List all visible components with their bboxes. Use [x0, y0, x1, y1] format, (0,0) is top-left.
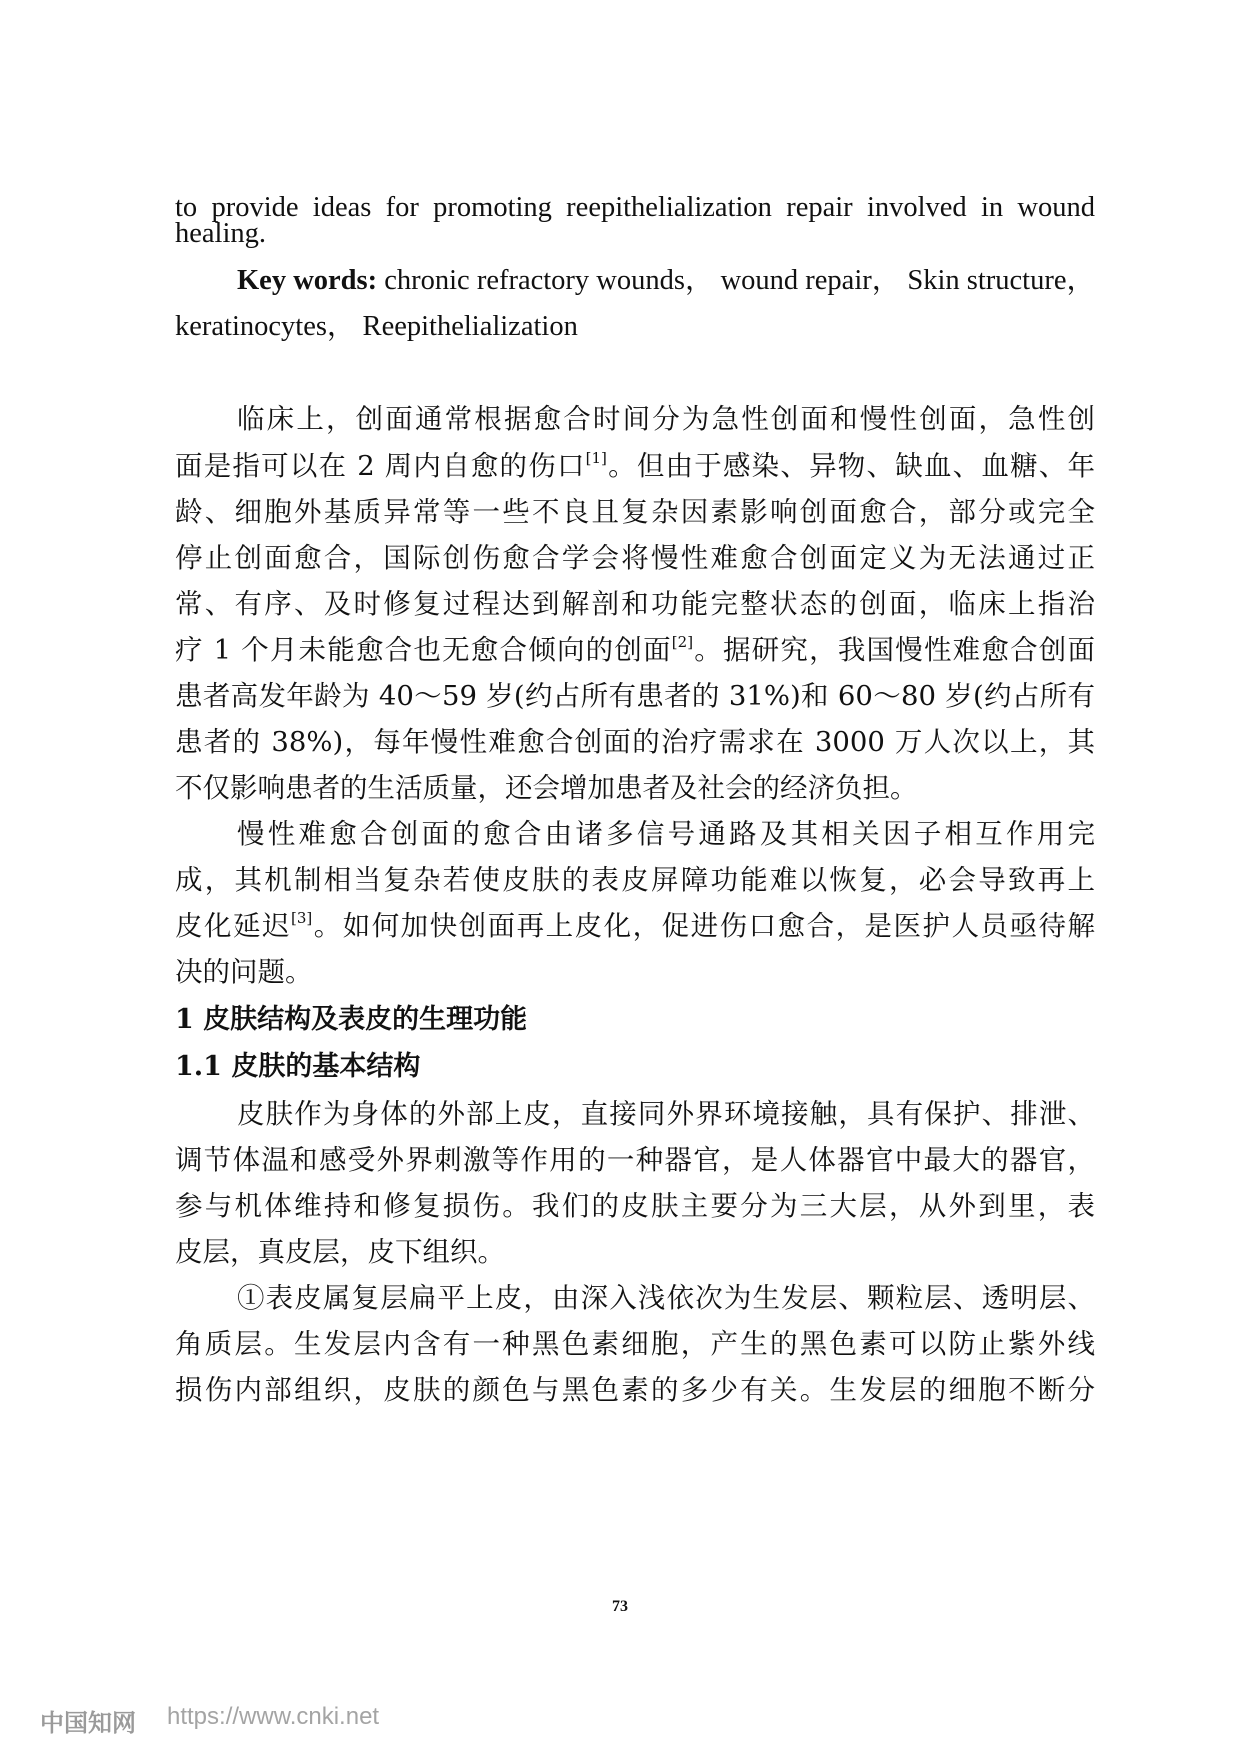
- paragraph-3-line-1: 皮肤作为身体的外部上皮，直接同外界环境接触，具有保护、排泄、: [237, 1098, 1095, 1130]
- paragraph-1-line-1: 临床上，创面通常根据愈合时间分为急性创面和慢性创面，急性创: [237, 403, 1095, 435]
- citation-1: [1]: [585, 448, 607, 467]
- paragraph-1-line-6: [175, 624, 1095, 676]
- paragraph-3-line-4: 皮层，真皮层，皮下组织。: [175, 1236, 505, 1268]
- paragraph-1-line-7: 患者高发年龄为 40～59 岁(约占所有患者的 31%)和 60～80 岁(约占所有: [175, 680, 1095, 712]
- abstract-line-2: healing.: [175, 218, 267, 249]
- paragraph-3-line-3: 参与机体维持和修复损伤。我们的皮肤主要分为三大层，从外到里，表: [175, 1190, 1095, 1222]
- paragraph-1-line-4: 停止创面愈合，国际创伤愈合学会将慢性难愈合创面定义为无法通过正: [175, 542, 1095, 574]
- paragraph-4-line-1: ①表皮属复层扁平上皮，由深入浅依次为生发层、颗粒层、透明层、: [237, 1282, 1095, 1314]
- paragraph-2-line-2: 成，其机制相当复杂若使皮肤的表皮屏障功能难以恢复，必会导致再上: [175, 864, 1095, 896]
- paragraph-4-line-2: 角质层。生发层内含有一种黑色素细胞，产生的黑色素可以防止紫外线: [175, 1328, 1095, 1360]
- cnki-logo: 中国知网: [40, 1709, 136, 1737]
- section-heading-1: 1 皮肤结构及表皮的生理功能: [175, 1004, 528, 1035]
- paragraph-2-line-3: [175, 900, 1095, 952]
- text-span: 。但由于感染、异物、缺血、血糖、年: [606, 450, 1095, 482]
- page-number: 73: [612, 1598, 628, 1615]
- paragraph-2-line-4: 决的问题。: [175, 956, 313, 988]
- abstract-line-1: to provide ideas for promoting reepithelialization repair involved in wound: [175, 192, 1095, 223]
- paragraph-1-line-3: 龄、细胞外基质异常等一些不良且复杂因素影响创面愈合，部分或完全: [175, 496, 1095, 528]
- section-heading-1-1: 1.1 皮肤的基本结构: [175, 1051, 421, 1082]
- keywords-line-2: keratinocytes， Reepithelialization: [175, 311, 578, 342]
- text-span: 面是指可以在 2 周内自愈的伤口: [175, 450, 586, 482]
- paragraph-3-line-2: 调节体温和感受外界刺激等作用的一种器官，是人体器官中最大的器官，: [175, 1144, 1095, 1176]
- paragraph-1-line-8: 患者的 38%)，每年慢性难愈合创面的治疗需求在 3000 万人次以上，其: [175, 726, 1095, 758]
- text-span: 皮化延迟: [175, 910, 291, 942]
- text-span: 。据研究，我国慢性难愈合创面: [693, 634, 1096, 666]
- text-span: 疗 1 个月未能愈合也无愈合倾向的创面: [175, 634, 672, 666]
- citation-3: [3]: [290, 908, 313, 927]
- keywords-text-1: chronic refractory wounds， wound repair， Skin structure，: [377, 265, 1095, 296]
- paragraph-2-line-1: 慢性难愈合创面的愈合由诸多信号通路及其相关因子相互作用完: [237, 818, 1095, 850]
- citation-2: [2]: [671, 632, 694, 651]
- paragraph-1-line-2: [175, 440, 1095, 492]
- footer-url: https://www.cnki.net: [167, 1703, 380, 1730]
- paragraph-4-line-3: 损伤内部组织，皮肤的颜色与黑色素的多少有关。生发层的细胞不断分: [175, 1374, 1095, 1406]
- text-span: 。如何加快创面再上皮化，促进伤口愈合，是医护人员亟待解: [312, 910, 1095, 942]
- paragraph-1-line-9: 不仅影响患者的生活质量，还会增加患者及社会的经济负担。: [175, 772, 918, 804]
- keywords-line-1: [237, 255, 1095, 307]
- keywords-label: Key words:: [237, 265, 378, 296]
- paragraph-1-line-5: 常、有序、及时修复过程达到解剖和功能完整状态的创面，临床上指治: [175, 588, 1095, 620]
